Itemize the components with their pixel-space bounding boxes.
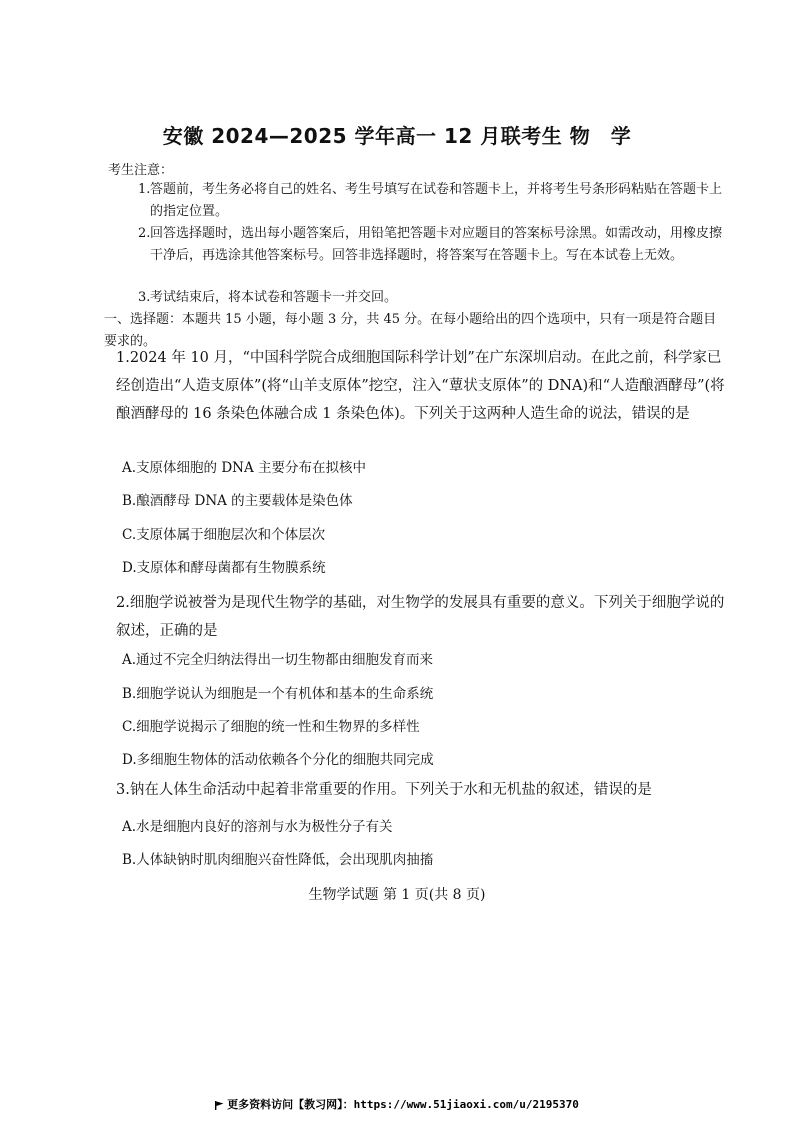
- promo-link[interactable]: [0, 1096, 794, 1112]
- question-option: A.水是细胞内良好的溶剂与水为极性分子有关: [122, 819, 393, 835]
- question-option: D.多细胞生物体的活动依赖各个分化的细胞共同完成: [122, 752, 434, 768]
- question-stem: 3.钠在人体生命活动中起着非常重要的作用。下列关于水和无机盐的叙述，错误的是: [116, 782, 652, 798]
- question-option: A.支原体细胞的 DNA 主要分布在拟核中: [122, 460, 367, 476]
- notice-item-number: 1.: [138, 182, 151, 197]
- flag-icon: [215, 1101, 224, 1110]
- question-option: A.通过不完全归纳法得出一切生物都由细胞发育而来: [122, 652, 434, 668]
- question-option: C.细胞学说揭示了细胞的统一性和生物界的多样性: [122, 719, 420, 735]
- notice-item: [138, 223, 728, 267]
- notice-item-number: 2.: [138, 226, 151, 241]
- notice-item-text: 考试结束后，将本试卷和答题卡一并交回。: [150, 290, 398, 305]
- page-title: 安徽 2024—2025 学年高一 12 月联考生 物 学: [162, 124, 632, 148]
- question-option: B.细胞学说认为细胞是一个有机体和基本的生命系统: [122, 686, 434, 702]
- question-stem: 2.细胞学说被誉为是现代生物学的基础，对生物学的发展具有重要的意义。下列关于细胞学说的叙述，正确的是: [116, 595, 725, 639]
- question-option: B.酿酒酵母 DNA 的主要载体是染色体: [122, 493, 353, 509]
- section-heading: 一、选择题：本题共 15 小题，每小题 3 分，共 45 分。在每小题给出的四个选项中，只有一项是符合题目要求的。: [104, 312, 717, 349]
- notice-item: [138, 179, 728, 223]
- page-footer: 生物学试题 第 1 页(共 8 页): [308, 887, 486, 903]
- notice-item-text: 答题前，考生务必将自己的姓名、考生号填写在试卷和答题卡上，并将考生号条形码粘贴在答题卡上的指定位置。: [150, 182, 723, 219]
- notice-item: [138, 287, 728, 309]
- notice-heading: 考生注意：: [108, 163, 174, 178]
- notice-item-text: 回答选择题时，选出每小题答案后，用铅笔把答题卡对应题目的答案标号涂黑。如需改动，用橡皮擦干净后，再选涂其他答案标号。回答非选择题时，将答案写在答题卡上。写在本试卷上无效。: [150, 226, 723, 263]
- notice-item-number: 3.: [138, 290, 151, 305]
- question-option: C.支原体属于细胞层次和个体层次: [122, 527, 326, 543]
- promo-link-text[interactable]: 更多资料访问【教习网】：https://www.51jiaoxi.com/u/2195370: [227, 1098, 579, 1111]
- question-option: B.人体缺钠时肌肉细胞兴奋性降低，会出现肌肉抽搐: [122, 852, 434, 868]
- question-stem: 1.2024 年 10 月，“中国科学院合成细胞国际科学计划”在广东深圳启动。在此之前，科学家已经创造出“人造支原体”(将“山羊支原体”挖空，注入“蕈状支原体”的 DNA)和“人造酿酒酵母”(将酿酒酵母的 16 条染色体融合成 1 条染色体)。下列关于这两种人造生命的说法，错误的是: [116, 350, 725, 422]
- question-option: D.支原体和酵母菌都有生物膜系统: [122, 560, 326, 576]
